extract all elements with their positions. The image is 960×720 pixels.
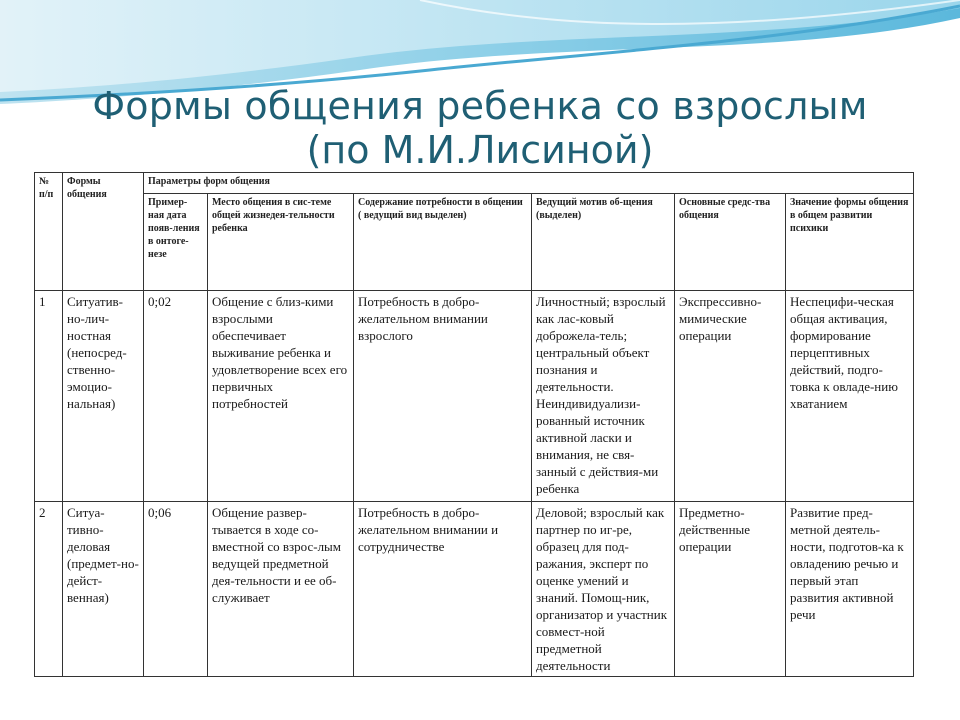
header-date: Пример-ная дата появ-ления в онтоге-незе [144, 194, 208, 291]
row-means: Экспрессивно-мимические операции [675, 291, 786, 502]
slide-title: Формы общения ребенка со взрослым [92, 84, 868, 128]
row-form: Ситуа-тивно-деловая (предмет-но-дейст-венная) [63, 502, 144, 677]
title-block [0, 84, 960, 172]
header-significance: Значение формы общения в общем развитии психики [786, 194, 914, 291]
row-significance: Развитие пред-метной деятель-ности, подготов-ка к овладению речью и первый этап развития активной речи [786, 502, 914, 677]
row-date: 0;02 [144, 291, 208, 502]
communication-forms-table [34, 172, 914, 677]
table-row [35, 502, 914, 677]
row-number: 2 [35, 502, 63, 677]
row-date: 0;06 [144, 502, 208, 677]
row-place: Общение с близ-кими взрослыми обеспечивает выживание ребенка и удовлетворение всех его первичных потребностей [208, 291, 354, 502]
header-motive: Ведущий мотив об-щения (выделен) [532, 194, 675, 291]
row-place: Общение развер-тывается в ходе со-вместной со взрос-лым ведущей предметной дея-тельности и ее об-служивает [208, 502, 354, 677]
header-form: Формы общения [63, 173, 144, 291]
row-significance: Неспецифи-ческая общая активация, формирование перцептивных действий, подго-товка к овладе-нию хватанием [786, 291, 914, 502]
header-need: Содержание потребности в общении ( ведущий вид выделен) [354, 194, 532, 291]
header-place: Место общения в сис-теме общей жизнедея-тельности ребенка [208, 194, 354, 291]
header-params: Параметры форм общения [144, 173, 914, 194]
row-need: Потребность в добро-желательном внимании взрослого [354, 291, 532, 502]
header-row-1 [35, 173, 914, 194]
header-number: № п/п [35, 173, 63, 291]
row-motive: Личностный; взрослый как лас-ковый доброжела-тель; центральный объект познания и деятельности. Неиндивидуализи-рованный источник активной ласки и внимания, не свя-занный с действия-ми ребенка [532, 291, 675, 502]
row-need: Потребность в добро-желательном внимании и сотрудничестве [354, 502, 532, 677]
header-row-2 [35, 194, 914, 291]
header-means: Основные средс-тва общения [675, 194, 786, 291]
row-form: Ситуатив-но-лич-ностная (непосред-ственно-эмоцио-нальная) [63, 291, 144, 502]
row-means: Предметно-действенные операции [675, 502, 786, 677]
table-row [35, 291, 914, 502]
row-motive: Деловой; взрослый как партнер по иг-ре, образец для под-ражания, эксперт по оценке умений и знаний. Помощ-ник, организатор и участник совмест-ной предметной деятельности [532, 502, 675, 677]
row-number: 1 [35, 291, 63, 502]
slide-subtitle: (по М.И.Лисиной) [306, 128, 654, 172]
